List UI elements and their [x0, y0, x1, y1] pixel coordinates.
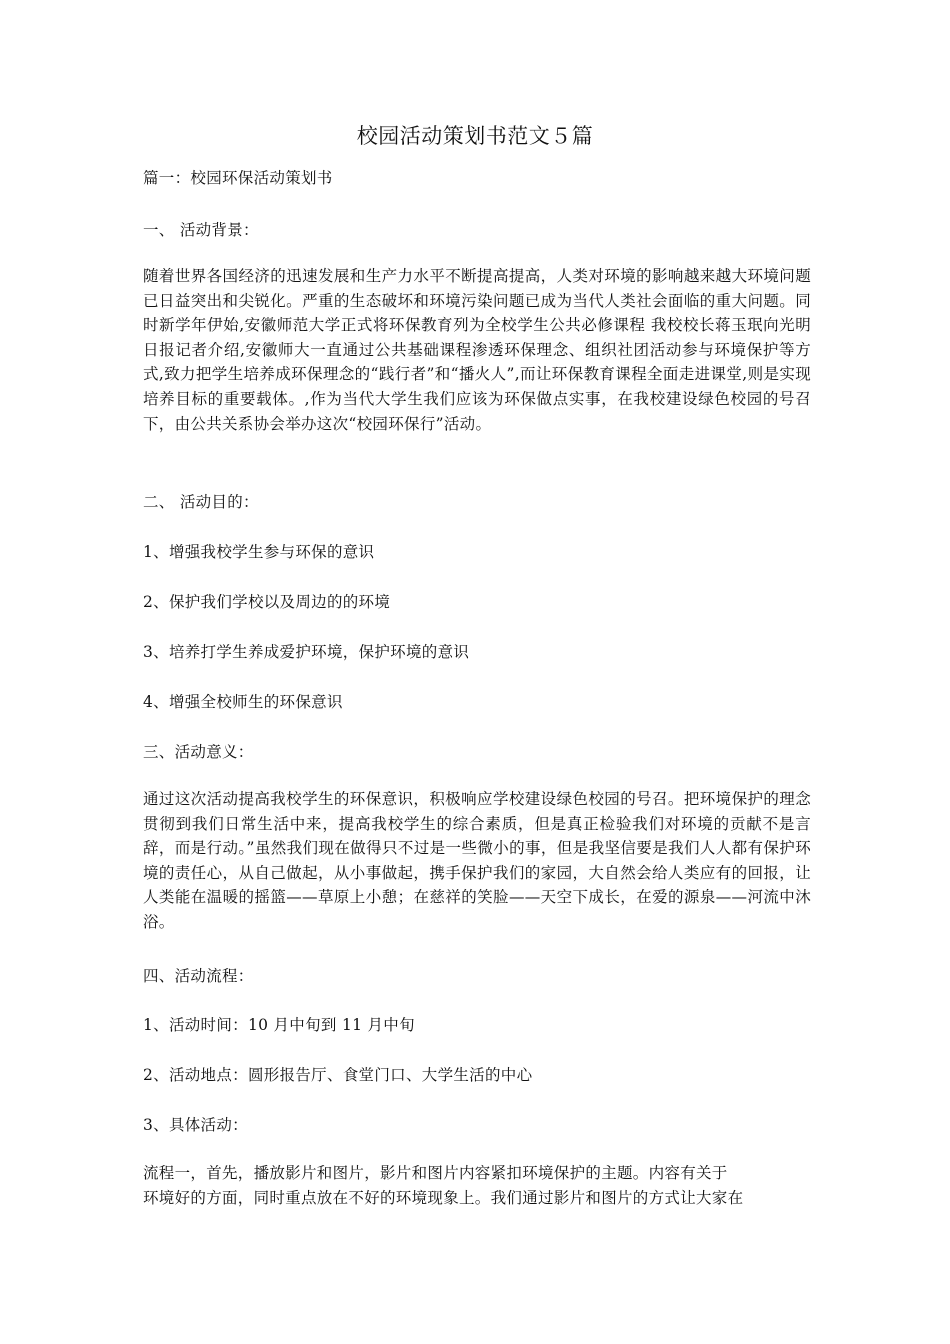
process-item: 1、活动时间：10 月中旬到 11 月中旬 — [143, 1016, 415, 1034]
purpose-item: 3、培养打学生养成爱护环境，保护环境的意识 — [143, 643, 470, 661]
purpose-item: 4、增强全校师生的环保意识 — [143, 693, 343, 711]
document-title: 校园活动策划书范文５篇 — [356, 124, 594, 148]
section-significance-heading: 三、活动意义： — [143, 743, 254, 761]
section-background-heading: 一、 活动背景： — [143, 221, 259, 239]
section-background-body: 随着世界各国经济的迅速发展和生产力水平不断提高提高，人类对环境的影响越来越大环境问题已日益突出和尖锐化。严重的生态破坏和环境污染问题已成为当代人类社会面临的重大问题。同时新学年伊始,安徽师范大学正式将环保教育列为全校学生公共必修课程 我校校长蒋玉珉向光明日报记者介绍,安徽师大一直通过公共基础课程渗透环保理念、组织社团活动参与环境保护等方式,致力把学生培养成环保理念的“践行者”和“播火人”,而让环保教育课程全面走进课堂,则是实现培养目标的重要载体。,作为当代大学生我们应该为环保做点实事，在我校建设绿色校园的号召下，由公共关系协会举办这次“校园环保行”活动。 — [143, 267, 811, 433]
process-item: 3、具体活动： — [143, 1116, 248, 1134]
process-flow-line: 环境好的方面，同时重点放在不好的环境现象上。我们通过影片和图片的方式让大家在 — [143, 1189, 744, 1207]
section-significance-body: 通过这次活动提高我校学生的环保意识，积极响应学校建设绿色校园的号召。把环境保护的理念贯彻到我们日常生活中来，提高我校学生的综合素质，但是真正检验我们对环境的贡献不是言辞，而是行动。”虽然我们现在做得只不过是一些微小的事，但是我坚信要是我们人人都有保护环境的责任心，从自己做起，从小事做起，携手保护我们的家园，大自然会给人类应有的回报，让人类能在温暖的摇篮——草原上小憩；在慈祥的笑脸——天空下成长，在爱的源泉——河流中沐浴。 — [143, 790, 811, 931]
section-purpose-heading: 二、 活动目的： — [143, 493, 259, 511]
process-item: 2、活动地点：圆形报告厅、食堂门口、大学生活的中心 — [143, 1066, 533, 1084]
article-heading: 篇一：校园环保活动策划书 — [143, 169, 333, 187]
purpose-item: 1、增强我校学生参与环保的意识 — [143, 543, 375, 561]
process-flow-line: 流程一，首先，播放影片和图片，影片和图片内容紧扣环境保护的主题。内容有关于 — [143, 1164, 728, 1182]
purpose-item: 2、保护我们学校以及周边的的环境 — [143, 593, 391, 611]
section-process-heading: 四、活动流程： — [143, 967, 254, 985]
